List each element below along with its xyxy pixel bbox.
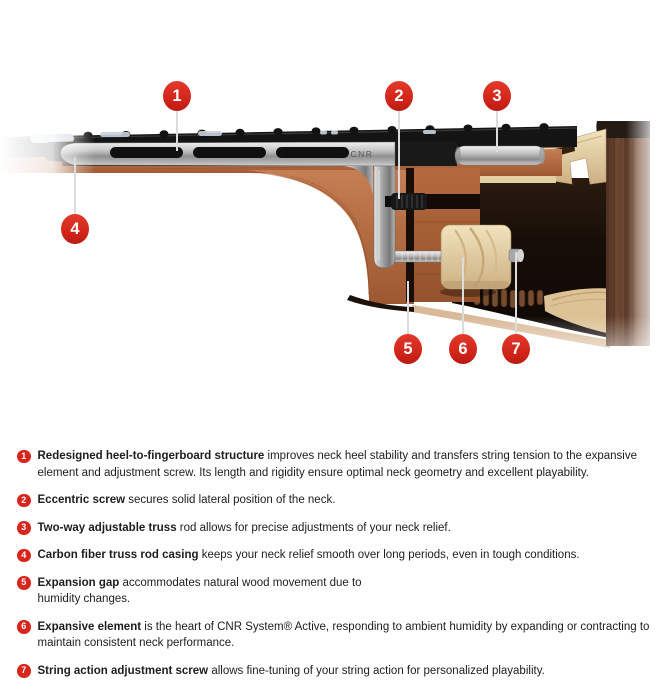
legend-text-3: Two-way adjustable truss rod allows for precise adjustments of your neck relief. xyxy=(37,521,451,534)
legend-item-3 xyxy=(17,520,662,537)
bottom-fade xyxy=(358,316,672,408)
expansion-gap xyxy=(406,168,414,302)
callout-1: 1 xyxy=(163,81,191,111)
callout-6: 6 xyxy=(449,334,477,364)
string-action-adjustment-screw xyxy=(509,249,524,262)
legend-bullet-2: 2 xyxy=(17,494,31,508)
legend-item-7 xyxy=(17,663,662,680)
legend-item-1 xyxy=(17,448,662,481)
callout-5: 5 xyxy=(394,334,422,364)
legend-text-5: Expansion gap accommodates natural wood movement due to humidity changes. xyxy=(37,576,362,605)
legend-item-5 xyxy=(17,575,662,608)
legend xyxy=(17,448,662,690)
bracket-heel-strip xyxy=(374,166,395,268)
legend-text-6: Expansive element is the heart of CNR System® Active, responding to ambient humidity by expanding or contracting to maintain consistent neck performance. xyxy=(37,620,650,649)
callout-4: 4 xyxy=(61,214,89,244)
legend-text-1: Redesigned heel-to-fingerboard structure improves neck heel stability and transfers string tension to the expansive element and adjustment screw. Its length and rigidity ensure optimal neck geometry and excellent playability. xyxy=(37,450,638,479)
bracket-slot xyxy=(110,147,183,158)
callout-2: 2 xyxy=(385,81,413,111)
legend-bullet-7: 7 xyxy=(17,664,31,678)
legend-item-6 xyxy=(17,619,662,652)
legend-bullet-1: 1 xyxy=(17,450,31,464)
adjustment-rod xyxy=(395,251,447,262)
bracket-slot xyxy=(276,147,349,158)
truss-rod xyxy=(455,146,545,165)
callout-7: 7 xyxy=(502,334,530,364)
cnr-stamp: CNR xyxy=(350,149,374,159)
eccentric-screw xyxy=(385,193,427,210)
legend-text-2: Eccentric screw secures solid lateral position of the neck. xyxy=(37,494,336,506)
legend-item-2 xyxy=(17,492,662,509)
bracket-slot xyxy=(193,147,266,158)
callout-3: 3 xyxy=(483,81,511,111)
legend-bullet-6: 6 xyxy=(17,620,31,634)
legend-text-4: Carbon fiber truss rod casing keeps your neck relief smooth over long periods, even in tough conditions. xyxy=(37,549,580,561)
legend-bullet-3: 3 xyxy=(17,521,31,535)
left-fade xyxy=(0,100,95,340)
legend-bullet-5: 5 xyxy=(17,576,31,590)
legend-bullet-4: 4 xyxy=(17,549,31,563)
legend-item-4 xyxy=(17,547,662,564)
legend-text-7: String action adjustment screw allows fine-tuning of your string action for personalized playability. xyxy=(37,664,545,677)
expansive-element xyxy=(440,225,511,297)
